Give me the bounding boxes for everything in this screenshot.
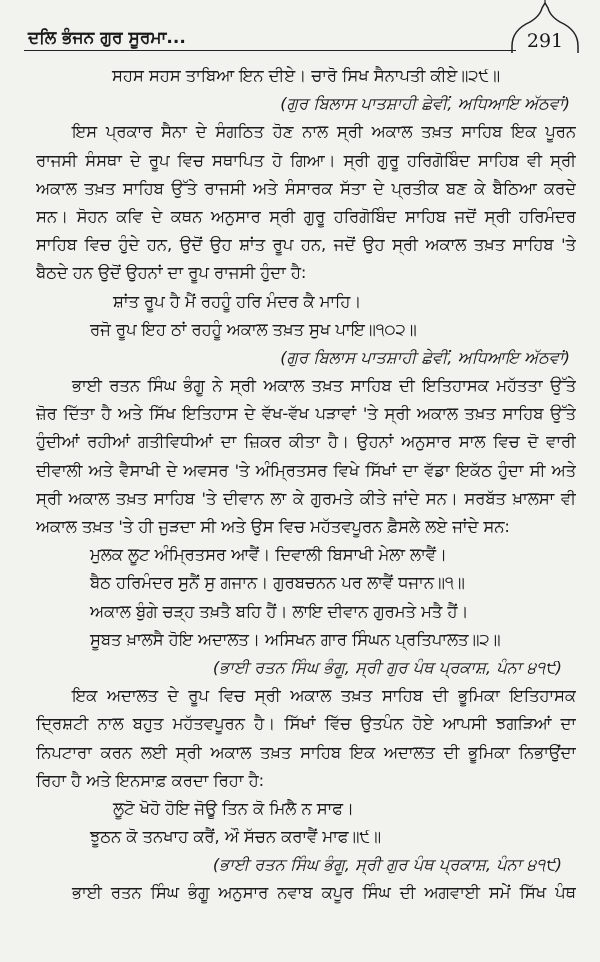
verse-line: ਸੂਬਤ ਖ਼ਾਲਸੈ ਹੋਇ ਅਦਾਲਤ। ਅਸਿਖਨ ਗਾਰ ਸਿੰਘਨ ਪ੍ਰਤਿਪਾਲਤ॥੨॥ [90,629,501,649]
paragraph-line: ਦੀਵਾਲੀ ਅਤੇ ਵੈਸਾਖੀ ਦੇ ਅਵਸਰ 'ਤੇ ਅੰਮ੍ਰਿਤਸਰ ਵਿਖੇ ਸਿੱਖਾਂ ਦਾ ਵੱਡਾ ਇਕੱਠ ਹੁੰਦਾ ਸੀ ਅਤੇ [36,460,576,480]
paragraph-line: ਸਾਹਿਬ ਵਿਚ ਹੁੰਦੇ ਹਨ, ਉਦੋਂ ਉਹ ਸ਼ਾਂਤ ਰੂਪ ਹਨ, ਜਦੋਂ ਉਹ ਸ੍ਰੀ ਅਕਾਲ ਤਖ਼ਤ ਸਾਹਿਬ 'ਤੇ [36,235,576,255]
paragraph-line: ਅਕਾਲ ਤਖ਼ਤ 'ਤੇ ਹੀ ਜੁੜਦਾ ਸੀ ਅਤੇ ਉਸ ਵਿਚ ਮਹੱਤਵਪੂਰਨ ਫ਼ੈਸਲੇ ਲਏ ਜਾਂਦੇ ਸਨ: [36,517,510,536]
citation: (ਗੁਰ ਬਿਲਾਸ ਪਾਤਸ਼ਾਹੀ ਛੇਵੀਂ, ਅਧਿਆਇ ਅੱਠਵਾਂ) [280,347,570,367]
verse-line: ਝੂਠਨ ਕੋ ਤਨਖਾਹ ਕਰੈਂ, ਔ ਸੱਚਨ ਕਰਾਵੈਂ ਮਾਫ॥੯॥ [90,827,382,847]
paragraph-line: ਬੈਠਦੇ ਹਨ ਉਦੋਂ ਉਹਨਾਂ ਦਾ ਰੂਪ ਰਾਜਸੀ ਹੁੰਦਾ ਹੈ: [36,263,307,283]
page-header [22,0,582,52]
page-body [36,62,576,908]
running-title: ਦਲਿ ਭੰਜਨ ਗੁਰ ਸੂਰਮਾ... [28,28,186,48]
verse-line: ਸ਼ਾਂਤ ਰੂਪ ਹੈ ਮੈਂ ਰਹਹੂੰ ਹਰਿ ਮੰਦਰ ਕੈ ਮਾਹਿ। [113,291,362,311]
page-number-box [508,0,582,54]
verse-line: ਬੈਠ ਹਰਿਮੰਦਰ ਸੁਨੈਂ ਸੁ ਗਜਾਨ। ਗੁਰਬਚਨਨ ਪਰ ਲਾਵੈਂ ਧਜਾਨ॥੧॥ [90,573,465,593]
paragraph-line: ਸ੍ਰੀ ਅਕਾਲ ਤਖ਼ਤ ਸਾਹਿਬ 'ਤੇ ਦੀਵਾਨ ਲਾ ਕੇ ਗੁਰਮਤੇ ਕੀਤੇ ਜਾਂਦੇ ਸਨ। ਸਰਬੱਤ ਖ਼ਾਲਸਾ ਵੀ [36,488,576,508]
citation: (ਭਾਈ ਰਤਨ ਸਿੰਘ ਭੰਗੂ, ਸ੍ਰੀ ਗੁਰ ਪੰਥ ਪ੍ਰਕਾਸ਼, ਪੰਨਾ ੪੧੯) [212,855,562,875]
paragraph-line: ਜ਼ੋਰ ਦਿੱਤਾ ਹੈ ਅਤੇ ਸਿੱਖ ਇਤਿਹਾਸ ਦੇ ਵੱਖ-ਵੱਖ ਪੜਾਵਾਂ 'ਤੇ ਸ੍ਰੀ ਅਕਾਲ ਤਖ਼ਤ ਸਾਹਿਬ ਉੱਤੇ [36,404,576,424]
verse-line: ਰਜੋ ਰੂਪ ਇਹ ਠਾਂ ਰਹਹੂੰ ਅਕਾਲ ਤਖ਼ਤ ਸੁਖ ਪਾਇ॥੧੦੨॥ [90,319,417,339]
paragraph-line: ਭਾਈ ਰਤਨ ਸਿੰਘ ਭੰਗੂ ਨੇ ਸ੍ਰੀ ਅਕਾਲ ਤਖ਼ਤ ਸਾਹਿਬ ਦੀ ਇਤਿਹਾਸਕ ਮਹੱਤਤਾ ਉੱਤੇ [72,376,576,396]
page-number: 291 [526,30,564,52]
paragraph-line: ਹੁੰਦੀਆਂ ਰਹੀਆਂ ਗਤੀਵਿਧੀਆਂ ਦਾ ਜ਼ਿਕਰ ਕੀਤਾ ਹੈ। ਉਹਨਾਂ ਅਨੁਸਾਰ ਸਾਲ ਵਿਚ ਦੋ ਵਾਰੀ [36,432,576,452]
paragraph-line: ਸਨ। ਸੋਹਨ ਕਵਿ ਦੇ ਕਥਨ ਅਨੁਸਾਰ ਸ੍ਰੀ ਗੁਰੂ ਹਰਿਗੋਬਿੰਦ ਸਾਹਿਬ ਜਦੋਂ ਸ੍ਰੀ ਹਰਿਮੰਦਰ [36,206,576,226]
citation: (ਭਾਈ ਰਤਨ ਸਿੰਘ ਭੰਗੂ, ਸ੍ਰੀ ਗੁਰ ਪੰਥ ਪ੍ਰਕਾਸ਼, ਪੰਨਾ ੪੧੯) [212,657,562,677]
verse-line: ਸਹਸ ਸਹਸ ਤਾਬਿਆ ਇਨ ਦੀਏ। ਚਾਰੋ ਸਿਖ ਸੈਨਾਪਤੀ ਕੀਏ॥੨੯॥ [112,66,500,85]
paragraph-line: ਭਾਈ ਰਤਨ ਸਿੰਘ ਭੰਗੂ ਅਨੁਸਾਰ ਨਵਾਬ ਕਪੂਰ ਸਿੰਘ ਦੀ ਅਗਵਾਈ ਸਮੇਂ ਸਿੱਖ ਪੰਥ [72,883,576,903]
paragraph-line: ਦ੍ਰਿਸ਼ਟੀ ਨਾਲ ਬਹੁਤ ਮਹੱਤਵਪੂਰਨ ਹੈ। ਸਿੱਖਾਂ ਵਿੱਚ ਉਤਪੰਨ ਹੋਏ ਆਪਸੀ ਝਗੜਿਆਂ ਦਾ [36,714,576,734]
verse-line: ਅਕਾਲ ਬੁੰਗੇ ਚੜ੍ਹ ਤਖ਼ਤੈ ਬਹਿ ਹੈਂ। ਲਾਇ ਦੀਵਾਨ ਗੁਰਮਤੇ ਮਤੈ ਹੈਂ। [90,601,469,621]
verse-line: ਮੁਲਕ ਲੂਟ ਅੰਮ੍ਰਿਤਸਰ ਆਵੈਂ। ਦਿਵਾਲੀ ਬਿਸਾਖੀ ਮੇਲਾ ਲਾਵੈਂ। [90,545,447,565]
header-rule [24,50,516,51]
paragraph-line: ਅਕਾਲ ਤਖ਼ਤ ਸਾਹਿਬ ਉੱਤੇ ਰਾਜਸੀ ਅਤੇ ਸੰਸਾਰਕ ਸੱਤਾ ਦੇ ਪ੍ਰਤੀਕ ਬਣ ਕੇ ਬੈਠਿਆ ਕਰਦੇ [36,178,576,198]
paragraph-line: ਨਿਪਟਾਰਾ ਕਰਨ ਲਈ ਸ੍ਰੀ ਅਕਾਲ ਤਖ਼ਤ ਸਾਹਿਬ ਇਕ ਅਦਾਲਤ ਦੀ ਭੂਮਿਕਾ ਨਿਭਾਉਂਦਾ [36,742,576,762]
verse-line: ਲੂਟੋ ਖੋਹੋ ਹੋਇ ਜੋਊ ਤਿਨ ਕੋ ਮਿਲੈ ਨ ਸਾਫ। [113,798,354,818]
paragraph-line: ਰਾਜਸੀ ਸੰਸਥਾ ਦੇ ਰੂਪ ਵਿਚ ਸਥਾਪਿਤ ਹੋ ਗਿਆ। ਸ੍ਰੀ ਗੁਰੂ ਹਰਿਗੋਬਿੰਦ ਸਾਹਿਬ ਵੀ ਸ੍ਰੀ [36,150,576,170]
citation: (ਗੁਰ ਬਿਲਾਸ ਪਾਤਸ਼ਾਹੀ ਛੇਵੀਂ, ਅਧਿਆਇ ਅੱਠਵਾਂ) [280,94,570,114]
paragraph-line: ਇਸ ਪ੍ਰਕਾਰ ਸੈਨਾ ਦੇ ਸੰਗਠਿਤ ਹੋਣ ਨਾਲ ਸ੍ਰੀ ਅਕਾਲ ਤਖ਼ਤ ਸਾਹਿਬ ਇਕ ਪੂਰਨ [72,122,576,142]
paragraph-line: ਰਿਹਾ ਹੈ ਅਤੇ ਇਨਸਾਫ਼ ਕਰਦਾ ਰਿਹਾ ਹੈ: [36,770,265,790]
paragraph-line: ਇਕ ਅਦਾਲਤ ਦੇ ਰੂਪ ਵਿਚ ਸ੍ਰੀ ਅਕਾਲ ਤਖ਼ਤ ਸਾਹਿਬ ਦੀ ਭੂਮਿਕਾ ਇਤਿਹਾਸਕ [72,686,576,706]
